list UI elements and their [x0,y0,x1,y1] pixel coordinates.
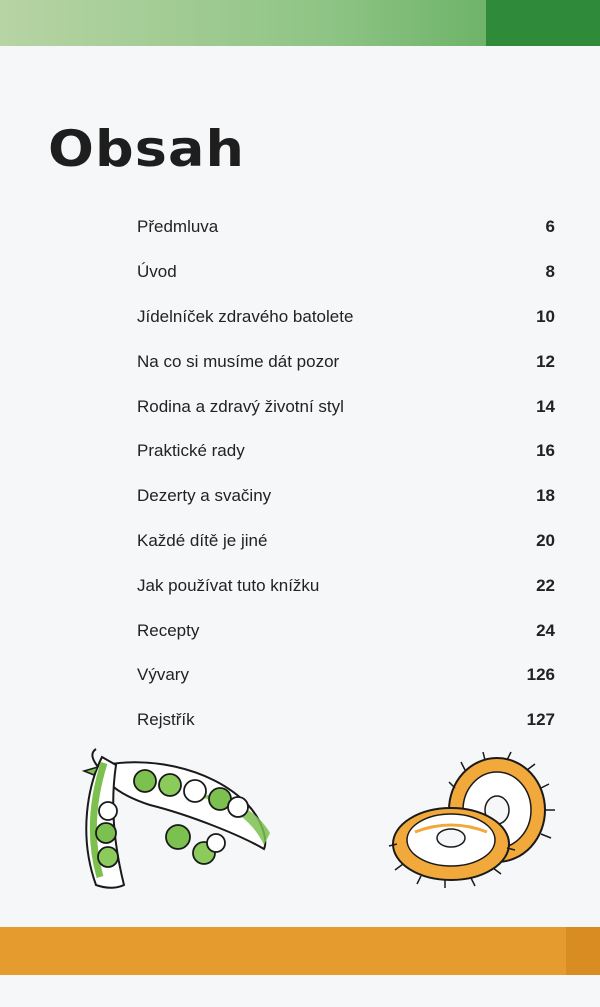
toc-entry-page: 127 [526,710,555,730]
bottom-color-band [0,927,600,975]
toc-entry [137,653,557,698]
toc-entry-title: Vývary [137,665,189,685]
toc-entry-page: 18 [536,486,555,506]
page-title: Obsah [48,120,245,178]
toc-entry-page: 10 [536,306,555,326]
toc-entry-title: Rejstřík [137,710,195,730]
toc-entry-title: Praktické rady [137,441,245,461]
toc-entry-page: 24 [536,620,555,640]
toc-entry-page: 6 [545,217,555,237]
toc-entry-page: 12 [536,351,555,371]
toc-entry-title: Dezerty a svačiny [137,486,272,506]
toc-entry-title: Rodina a zdravý životní styl [137,396,344,416]
toc-entry-page: 126 [526,665,555,685]
toc-entry [137,205,557,250]
toc-entry [137,339,557,384]
pineapple-slices-icon [385,748,560,893]
pea-pod-icon [70,745,280,895]
toc-entry-title: Recepty [137,620,200,640]
toc-entry [137,608,557,653]
toc-entry-page: 20 [536,530,555,550]
toc-entry [137,519,557,564]
toc-entry [137,429,557,474]
table-of-contents [137,205,557,743]
toc-entry-title: Jídelníček zdravého batolete [137,306,354,326]
toc-entry-title: Na co si musíme dát pozor [137,351,340,371]
toc-entry [137,295,557,340]
toc-entry-page: 22 [536,575,555,595]
toc-entry [137,250,557,295]
top-color-band-accent [486,0,600,46]
toc-entry [137,563,557,608]
toc-entry-title: Úvod [137,262,177,282]
toc-entry-page: 16 [536,441,555,461]
bottom-color-band-accent [566,927,600,975]
toc-entry [137,698,557,743]
toc-entry-title: Předmluva [137,217,219,237]
toc-entry-page: 8 [545,262,555,282]
toc-entry [137,474,557,519]
toc-entry-title: Jak používat tuto knížku [137,575,320,595]
toc-entry-page: 14 [536,396,555,416]
toc-entry [137,384,557,429]
toc-entry-title: Každé dítě je jiné [137,530,268,550]
